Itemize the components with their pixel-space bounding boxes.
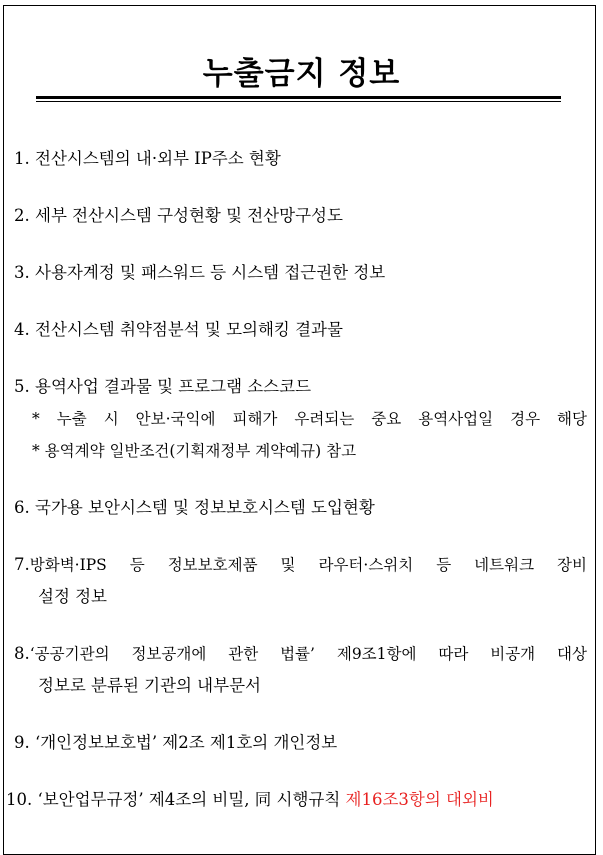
item-number: 4.: [14, 320, 30, 339]
item-text: 전산시스템의 내·외부 IP주소 현황: [35, 149, 281, 168]
page-title: 누출금지 정보: [202, 56, 401, 92]
item-7-continuation: 설정 정보: [38, 587, 108, 606]
item-highlight-text: 제16조3항의 대외비: [345, 790, 494, 809]
list-item-2: [14, 206, 343, 226]
title-underline-thin: [36, 101, 561, 102]
item-number: 9.: [14, 733, 30, 752]
item-text: ‘개인정보보호법’ 제2조 제1호의 개인정보: [35, 733, 338, 752]
item-number: 6.: [14, 498, 30, 517]
item-number: 2.: [14, 206, 30, 225]
item-text: 용역사업 결과물 및 프로그램 소스코드: [35, 377, 312, 396]
list-item-7: [14, 555, 587, 575]
list-item-3: [14, 263, 385, 283]
item-text: ‘보안업무규정’ 제4조의 비밀, 同 시행규칙: [37, 790, 346, 809]
item-number: 3.: [14, 263, 30, 282]
item-5-note-1: * 누출 시 안보·국익에 피해가 우려되는 중요 용역사업일 경우 해당: [32, 410, 587, 428]
item-5-note-2: * 용역계약 일반조건(기획재정부 계약예규) 참고: [32, 442, 357, 460]
item-number: 8.: [14, 644, 30, 663]
page-border: [3, 5, 596, 855]
list-item-1: [14, 149, 281, 169]
item-text: 국가용 보안시스템 및 정보보호시스템 도입현황: [35, 498, 375, 517]
list-item-5: [14, 377, 311, 397]
list-item-6: [14, 498, 375, 518]
list-item-4: [14, 320, 343, 340]
list-item-10: [6, 790, 494, 810]
item-number: 7.: [14, 555, 30, 574]
item-text: 사용자계정 및 패스워드 등 시스템 접근권한 정보: [35, 263, 386, 282]
item-number: 10.: [6, 790, 33, 809]
item-number: 1.: [14, 149, 30, 168]
item-text: 방화벽·IPS 등 정보보호제품 및 라우터·스위치 등 네트워크 장비: [29, 556, 587, 574]
list-item-9: [14, 733, 337, 753]
item-text: ‘공공기관의 정보공개에 관한 법률’ 제9조1항에 따라 비공개 대상: [29, 645, 587, 663]
list-item-8: [14, 644, 587, 664]
item-text: 전산시스템 취약점분석 및 모의해킹 결과물: [35, 320, 343, 339]
title-underline-thick: [36, 96, 561, 99]
item-text: 세부 전산시스템 구성현황 및 전산망구성도: [35, 206, 343, 225]
item-number: 5.: [14, 377, 30, 396]
item-8-continuation: 정보로 분류된 기관의 내부문서: [38, 676, 261, 695]
